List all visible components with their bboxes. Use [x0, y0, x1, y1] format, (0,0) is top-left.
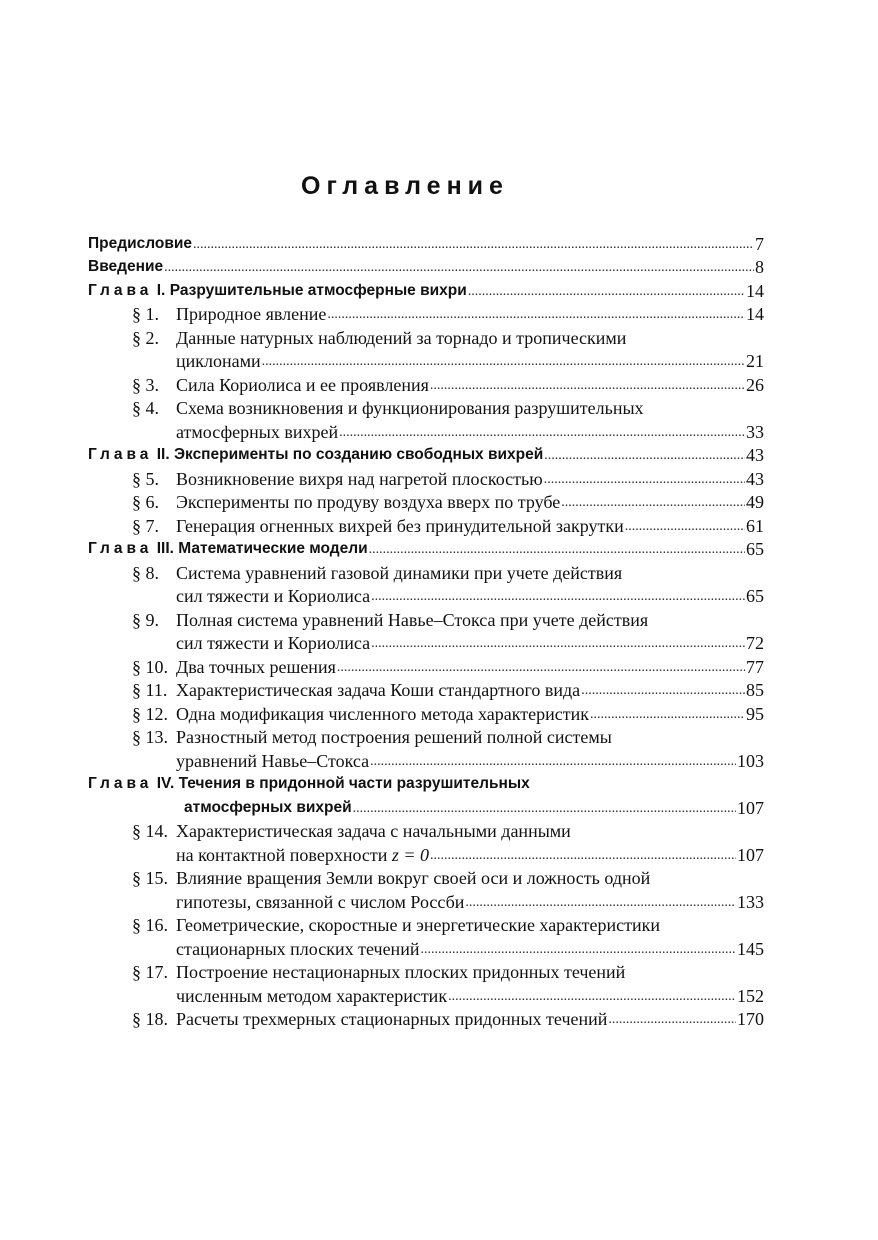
- leader-dots: [430, 378, 745, 394]
- section-number: § 7.: [132, 515, 159, 536]
- toc-section-17-cont[interactable]: [88, 983, 764, 1007]
- toc-entry-text: Построение нестационарных плоских придонных течений: [176, 962, 626, 982]
- toc-section-12[interactable]: [88, 701, 764, 725]
- leader-dots: [339, 425, 745, 441]
- toc-chapter-2[interactable]: [88, 443, 764, 467]
- toc-entry-text: Данные натурных наблюдений за торнадо и тропическими: [176, 327, 627, 348]
- math-expression: z = 0: [391, 844, 430, 865]
- toc-page-number: 49: [746, 492, 764, 512]
- section-number: § 15.: [132, 868, 168, 888]
- toc-section-8-cont[interactable]: [88, 584, 764, 608]
- leader-dots: [430, 848, 736, 864]
- toc-page-number: 33: [746, 421, 764, 442]
- toc-section-1[interactable]: [88, 302, 764, 326]
- leader-dots: [371, 636, 745, 652]
- toc-section-2[interactable]: [88, 325, 764, 349]
- section-number: § 18.: [132, 1009, 168, 1029]
- toc-page-number: 14: [746, 304, 764, 324]
- toc-entry-text: Сила Кориолиса и ее проявления: [176, 374, 429, 395]
- toc-entry-text: на контактной поверхности: [176, 844, 388, 865]
- toc-entry-text: сил тяжести и Кориолиса: [176, 586, 371, 606]
- toc-entry-text: Расчеты трехмерных стационарных придонных течений: [176, 1009, 608, 1029]
- section-number: § 8.: [132, 562, 159, 583]
- section-number: § 12.: [132, 703, 168, 724]
- toc-page-number: 85: [746, 680, 764, 700]
- toc-section-4-cont[interactable]: [88, 419, 764, 443]
- toc-section-14[interactable]: [88, 819, 764, 843]
- toc-chapter-4-cont[interactable]: [88, 795, 764, 819]
- toc-page-number: 133: [737, 891, 764, 912]
- section-number: § 11.: [132, 680, 168, 700]
- toc-page-number: 152: [737, 985, 764, 1006]
- toc-page-number: 145: [737, 938, 764, 959]
- toc-section-3[interactable]: [88, 372, 764, 396]
- toc-chapter-3[interactable]: [88, 537, 764, 561]
- toc-section-9-cont[interactable]: [88, 631, 764, 655]
- toc-entry-text: Характеристическая задача Коши стандартного вида: [176, 680, 581, 700]
- toc-entry-text: Математические модели: [178, 540, 368, 557]
- toc-entry-text: Генерация огненных вихрей без принудительной закрутки: [176, 515, 624, 536]
- leader-dots: [337, 660, 745, 676]
- leader-dots: [468, 284, 745, 300]
- leader-dots: [581, 683, 745, 699]
- toc-section-15[interactable]: [88, 866, 764, 890]
- toc-entry-text: Эксперименты по продуву воздуха вверх по трубе: [176, 492, 561, 512]
- section-number: § 6.: [132, 492, 159, 512]
- toc-entry-preface[interactable]: [88, 231, 764, 255]
- toc-page-number: 43: [746, 445, 764, 465]
- toc-section-14-cont[interactable]: [88, 842, 764, 866]
- toc-page-number: 43: [746, 468, 764, 489]
- leader-dots: [262, 354, 745, 370]
- leader-dots: [369, 542, 745, 558]
- toc-entry-text: Полная система уравнений Навье–Стокса при учете действия: [176, 609, 649, 630]
- section-number: § 3.: [132, 374, 159, 395]
- toc-entry-text: гипотезы, связанной с числом Россби: [176, 891, 465, 912]
- chapter-number: IV.: [156, 775, 175, 792]
- toc-section-16[interactable]: [88, 913, 764, 937]
- toc-entry-text: численным методом характеристик: [176, 985, 448, 1006]
- toc-page-number: 7: [755, 233, 764, 254]
- section-number: § 16.: [132, 915, 168, 935]
- chapter-label: Глава: [88, 281, 153, 299]
- section-number: § 13.: [132, 727, 168, 747]
- toc-page-number: 8: [755, 257, 764, 277]
- leader-dots: [371, 589, 745, 605]
- chapter-label: Глава: [88, 775, 153, 792]
- toc-entry-text: Природное явление: [176, 304, 327, 324]
- toc-page-number: 61: [746, 515, 764, 536]
- leader-dots: [164, 260, 754, 276]
- toc-section-2-cont[interactable]: [88, 349, 764, 373]
- toc-page-number: 107: [737, 844, 764, 865]
- toc-section-17[interactable]: [88, 960, 764, 984]
- toc-page-number: 103: [737, 750, 764, 771]
- leader-dots: [420, 942, 736, 958]
- page-title: Оглавление: [301, 172, 509, 200]
- leader-dots: [590, 707, 745, 723]
- table-of-contents: [88, 231, 764, 1030]
- section-number: § 14.: [132, 821, 168, 841]
- leader-dots: [370, 754, 736, 770]
- toc-entry-intro[interactable]: [88, 255, 764, 279]
- toc-entry-text: Предисловие: [88, 234, 193, 252]
- toc-entry-text: Одна модификация численного метода характеристик: [176, 703, 589, 724]
- toc-entry-text: Характеристическая задача с начальными данными: [176, 821, 571, 841]
- leader-dots: [327, 307, 745, 323]
- section-number: § 4.: [132, 398, 159, 418]
- toc-page-number: 72: [746, 633, 764, 653]
- toc-page-number: 95: [746, 703, 764, 724]
- chapter-label: Глава: [88, 540, 153, 557]
- toc-section-16-cont[interactable]: [88, 936, 764, 960]
- chapter-number: II.: [156, 446, 170, 463]
- leader-dots: [544, 472, 745, 488]
- chapter-number: III.: [156, 540, 174, 557]
- leader-dots: [561, 495, 745, 511]
- toc-chapter-1[interactable]: [88, 278, 764, 302]
- toc-entry-text: Схема возникновения и функционирования разрушительных: [176, 398, 644, 418]
- toc-section-5[interactable]: [88, 466, 764, 490]
- toc-entry-text: Разрушительные атмосферные вихри: [169, 281, 467, 299]
- toc-section-15-cont[interactable]: [88, 889, 764, 913]
- leader-dots: [465, 895, 736, 911]
- toc-section-8[interactable]: [88, 560, 764, 584]
- toc-section-7[interactable]: [88, 513, 764, 537]
- toc-entry-text: Введение: [88, 258, 164, 275]
- section-number: § 1.: [132, 304, 159, 324]
- section-number: § 17.: [132, 962, 168, 982]
- toc-section-13[interactable]: [88, 725, 764, 749]
- toc-section-9[interactable]: [88, 607, 764, 631]
- toc-entry-text: Геометрические, скоростные и энергетические характеристики: [176, 915, 661, 935]
- toc-entry-text: циклонами: [176, 351, 261, 371]
- toc-entry-text: Течения в придонной части разрушительных: [178, 775, 530, 792]
- toc-entry-text: Система уравнений газовой динамики при учете действия: [176, 562, 623, 583]
- toc-entry-text: Возникновение вихря над нагретой плоскостью: [176, 468, 543, 489]
- toc-entry-text: сил тяжести и Кориолиса: [176, 633, 371, 653]
- toc-entry-text: уравнений Навье–Стокса: [176, 750, 370, 771]
- leader-dots: [608, 1012, 736, 1028]
- toc-section-18[interactable]: [88, 1007, 764, 1031]
- section-number: § 10.: [132, 656, 168, 677]
- toc-entry-text: Эксперименты по созданию свободных вихрей: [173, 446, 544, 463]
- toc-chapter-4[interactable]: [88, 772, 764, 796]
- section-number: § 2.: [132, 327, 159, 348]
- toc-page-number: 21: [746, 351, 764, 371]
- leader-dots: [544, 448, 745, 464]
- section-number: § 5.: [132, 468, 159, 489]
- leader-dots: [448, 989, 736, 1005]
- chapter-number: I.: [156, 281, 166, 299]
- toc-entry-text: атмосферных вихрей: [176, 421, 339, 442]
- toc-page-number: 14: [746, 280, 764, 301]
- toc-page-number: 26: [746, 374, 764, 395]
- toc-section-13-cont[interactable]: [88, 748, 764, 772]
- leader-dots: [625, 519, 745, 535]
- toc-page-number: 65: [746, 539, 764, 559]
- toc-section-10[interactable]: [88, 654, 764, 678]
- toc-section-11[interactable]: [88, 678, 764, 702]
- toc-entry-text: Влияние вращения Земли вокруг своей оси и ложность одной: [176, 868, 651, 888]
- toc-page-number: 77: [746, 656, 764, 677]
- toc-entry-text: стационарных плоских течений: [176, 938, 420, 959]
- section-number: § 9.: [132, 609, 159, 630]
- toc-entry-text: Два точных решения: [176, 656, 336, 677]
- toc-page-number: 65: [746, 586, 764, 606]
- toc-page-number: 170: [737, 1009, 764, 1029]
- toc-entry-text: Разностный метод построения решений полной системы: [176, 727, 612, 747]
- toc-page-number: 107: [737, 797, 764, 818]
- leader-dots: [193, 237, 754, 253]
- chapter-label: Глава: [88, 446, 153, 463]
- toc-section-6[interactable]: [88, 490, 764, 514]
- leader-dots: [353, 801, 736, 817]
- toc-section-4[interactable]: [88, 396, 764, 420]
- toc-entry-text: атмосферных вихрей: [184, 798, 352, 816]
